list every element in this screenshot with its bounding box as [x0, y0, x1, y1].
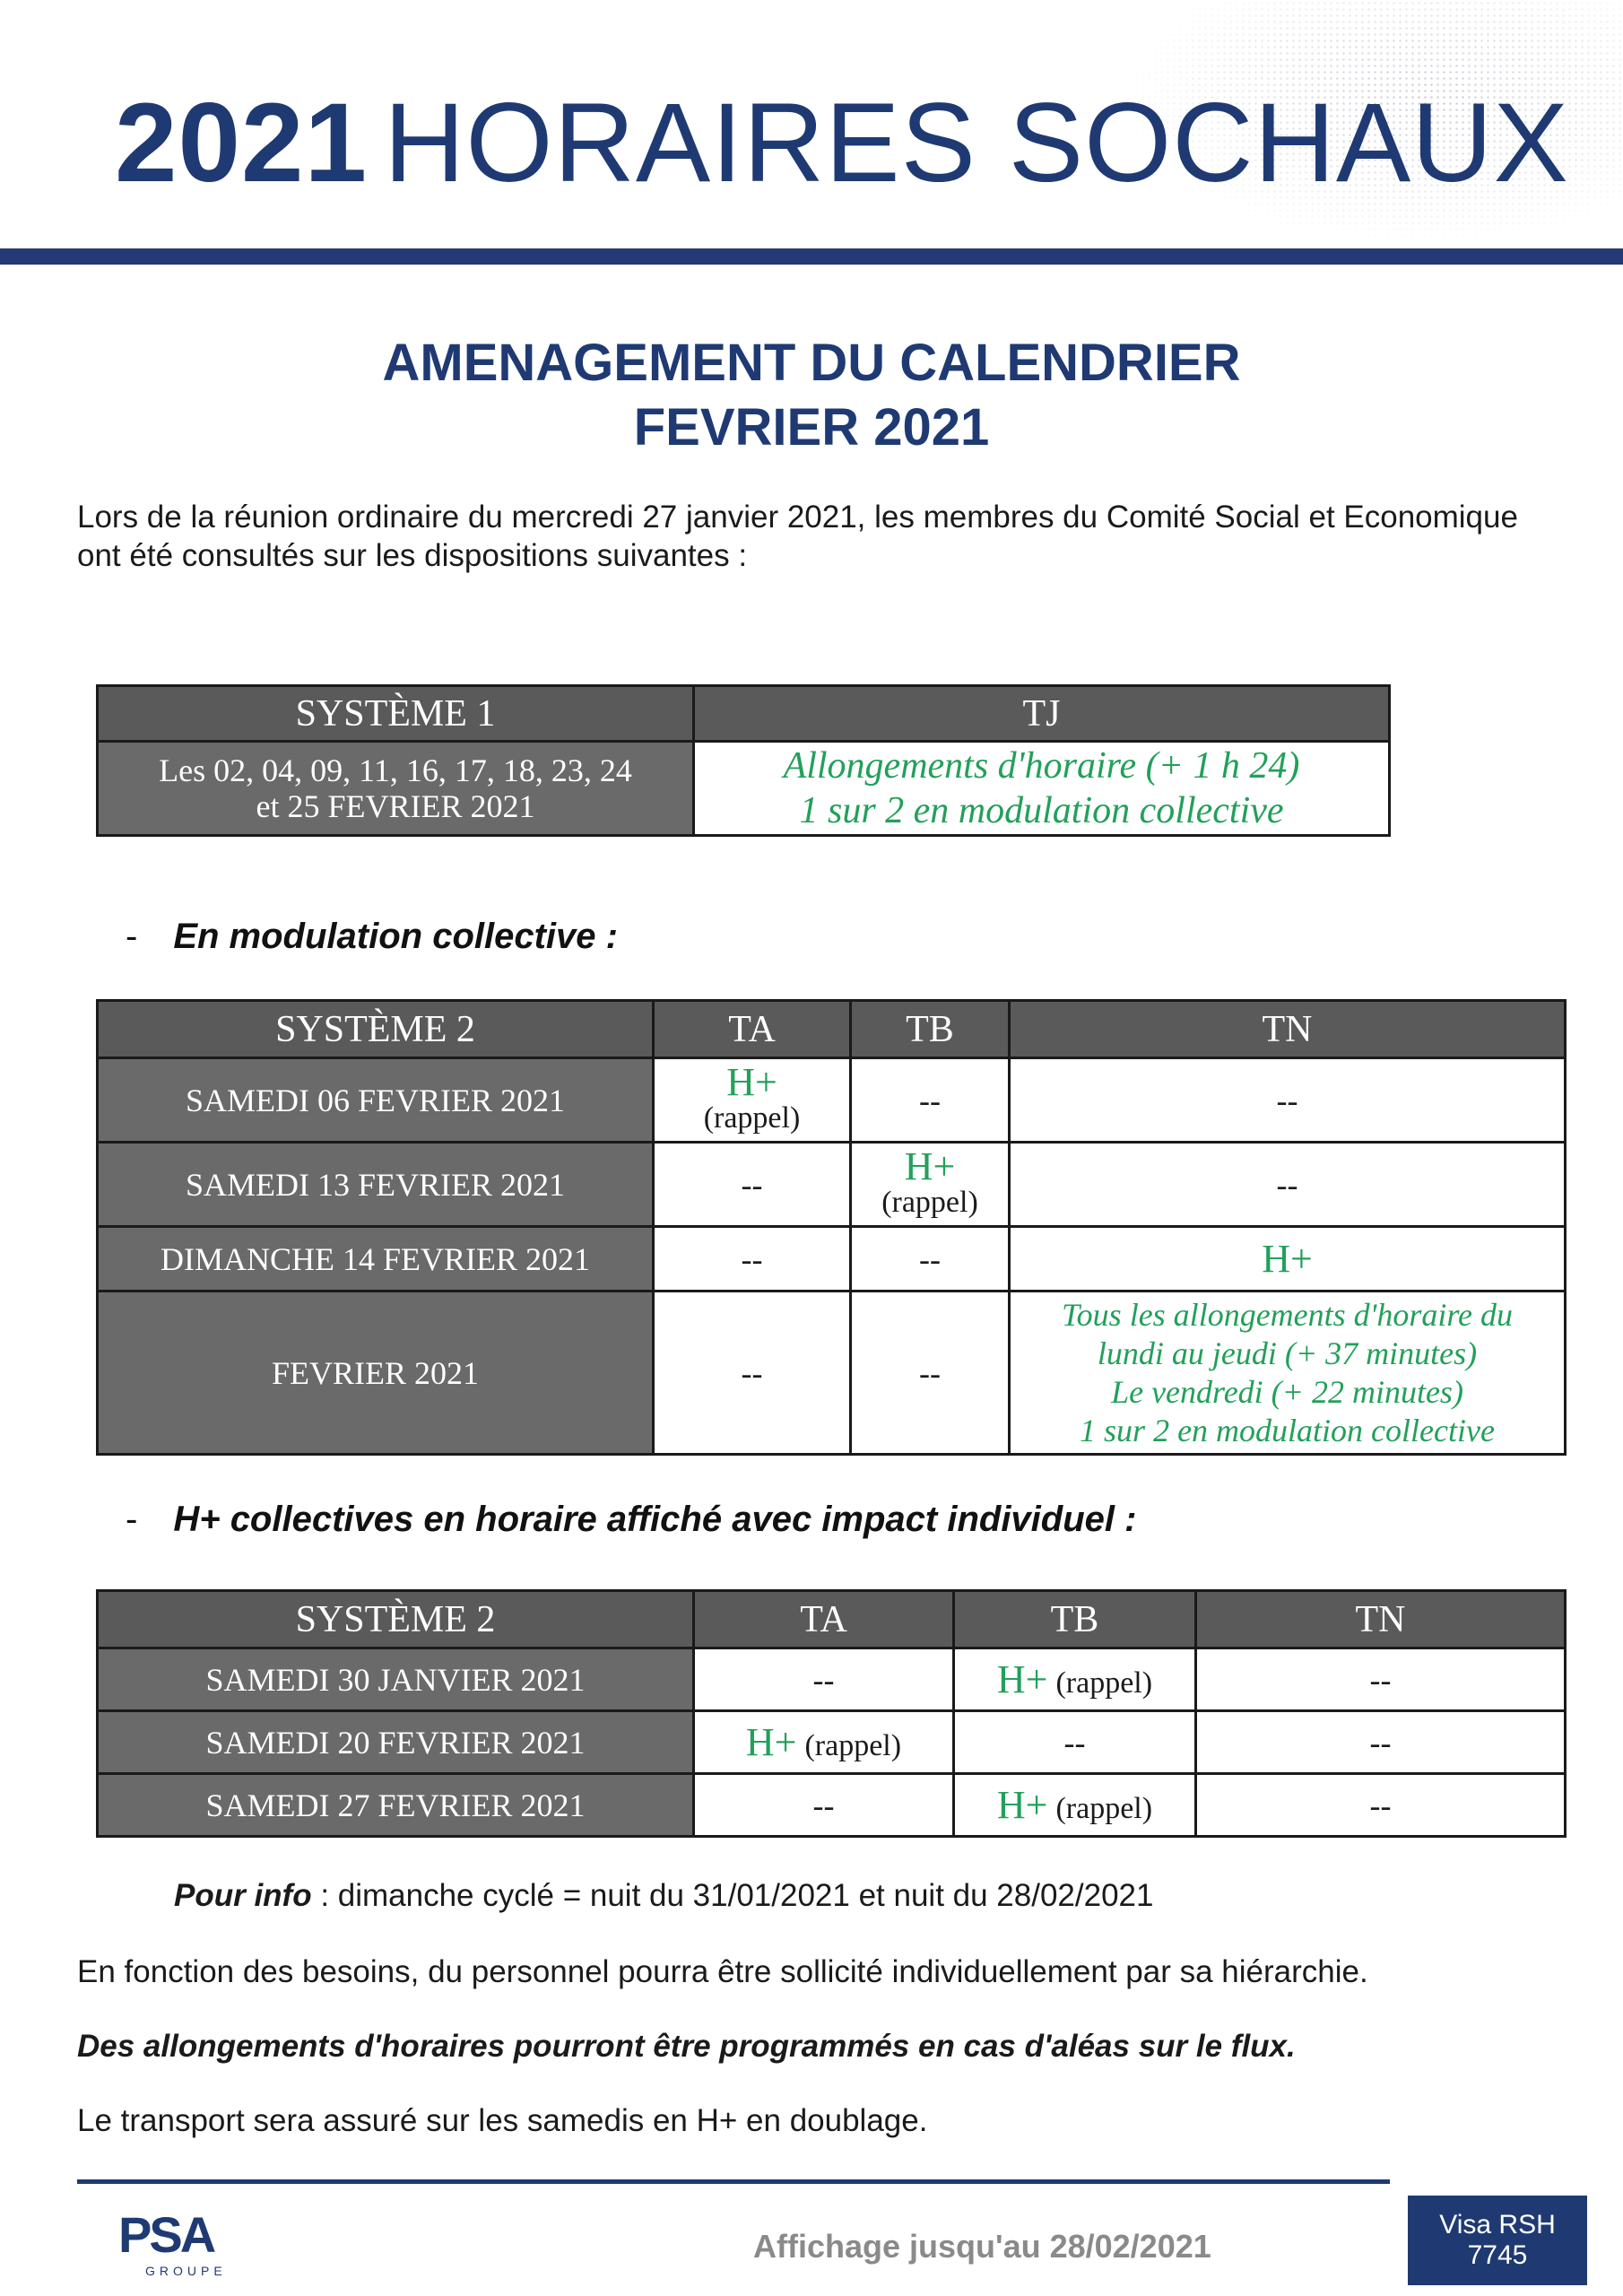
table3-cell-tb: -- — [954, 1711, 1196, 1774]
table3-cell-ta: -- — [694, 1648, 954, 1711]
table-row — [98, 1143, 1566, 1227]
table3-cell-tn: -- — [1196, 1774, 1566, 1837]
info-text: : dimanche cyclé = nuit du 31/01/2021 et nuit du 28/02/2021 — [311, 1878, 1154, 1913]
table2-cell-tb — [851, 1143, 1010, 1227]
header-title — [115, 81, 1569, 205]
table3-row-label: SAMEDI 20 FEVRIER 2021 — [98, 1711, 694, 1774]
table-systeme-2-modulation — [96, 999, 1567, 1456]
table1-value-line1: Allongements d'horaire (+ 1 h 24) — [783, 745, 1300, 787]
table1-row-label-line2: et 25 FEVRIER 2021 — [256, 788, 535, 824]
hplus-label: H+ — [726, 1059, 777, 1104]
table2-cell-tn — [1010, 1292, 1566, 1455]
header-rule — [0, 248, 1623, 265]
table2-cell-tn: -- — [1010, 1058, 1566, 1143]
footer-rule — [77, 2179, 1390, 2184]
transport-paragraph: Le transport sera assuré sur les samedis en H+ en doublage. — [77, 2103, 928, 2138]
tn-note-line: 1 sur 2 en modulation collective — [1080, 1412, 1495, 1448]
table-row — [98, 742, 1390, 836]
table2-row-label: DIMANCHE 14 FEVRIER 2021 — [98, 1227, 654, 1292]
table3-cell-tb — [954, 1648, 1196, 1711]
table2-cell-ta: -- — [654, 1143, 851, 1227]
table3-row-label: SAMEDI 27 FEVRIER 2021 — [98, 1774, 694, 1837]
table-row — [98, 1227, 1566, 1292]
table2-header-systeme: SYSTÈME 2 — [98, 1001, 654, 1058]
table3-row-label: SAMEDI 30 JANVIER 2021 — [98, 1648, 694, 1711]
table2-header-tb: TB — [851, 1001, 1010, 1058]
table-systeme-1 — [96, 684, 1391, 837]
psa-logo — [118, 2208, 253, 2280]
rappel-note: (rappel) — [804, 1729, 902, 1762]
visa-number: 7745 — [1467, 2240, 1528, 2270]
table-systeme-2-hplus — [96, 1589, 1567, 1838]
document-subtitle: FEVRIER 2021 — [633, 398, 990, 457]
table3-header-ta: TA — [694, 1591, 954, 1648]
table2-cell-ta — [654, 1058, 851, 1143]
affichage-date: Affichage jusqu'au 28/02/2021 — [753, 2228, 1211, 2265]
table3-cell-tn: -- — [1196, 1711, 1566, 1774]
table2-cell-ta: -- — [654, 1292, 851, 1455]
table2-cell-ta: -- — [654, 1227, 851, 1292]
table-row — [98, 1774, 1566, 1837]
table3-header-tn: TN — [1196, 1591, 1566, 1648]
table1-row-label — [98, 742, 694, 836]
table2-header-tn: TN — [1010, 1001, 1566, 1058]
table-row — [98, 1292, 1566, 1455]
hplus-label: H+ — [996, 1657, 1048, 1701]
rappel-note: (rappel) — [703, 1100, 801, 1135]
rappel-note: (rappel) — [881, 1185, 978, 1219]
hplus-label: H+ — [1262, 1237, 1313, 1281]
table1-value-line2: 1 sur 2 en modulation collective — [799, 790, 1284, 831]
table2-row-label: SAMEDI 13 FEVRIER 2021 — [98, 1143, 654, 1227]
table2-cell-tb: -- — [851, 1292, 1010, 1455]
table1-header-tj: TJ — [694, 686, 1390, 742]
info-label: Pour info — [174, 1878, 312, 1913]
tn-note-line: Le vendredi (+ 22 minutes) — [1111, 1373, 1463, 1410]
besoins-paragraph: En fonction des besoins, du personnel pourra être sollicité individuellement par sa hiérarchie. — [77, 1954, 1368, 1989]
logo-text: PSA — [118, 2206, 214, 2263]
visa-rsh-box — [1408, 2196, 1587, 2285]
allongements-paragraph: Des allongements d'horaires pourront être programmés en cas d'aléas sur le flux. — [77, 2029, 1296, 2064]
bullet-dash: - — [126, 1500, 138, 1539]
table2-row-label: SAMEDI 06 FEVRIER 2021 — [98, 1058, 654, 1143]
table2-cell-tb: -- — [851, 1227, 1010, 1292]
document-title: AMENAGEMENT DU CALENDRIER — [382, 334, 1241, 392]
bullet-dash: - — [126, 917, 138, 956]
header-title-text: HORAIRES SOCHAUX — [384, 81, 1569, 205]
table3-cell-tn: -- — [1196, 1648, 1566, 1711]
table1-value — [694, 742, 1390, 836]
table2-cell-tn — [1010, 1227, 1566, 1292]
visa-label: Visa RSH — [1439, 2210, 1556, 2239]
table2-cell-tn: -- — [1010, 1143, 1566, 1227]
tn-note-line: lundi au jeudi (+ 37 minutes) — [1097, 1335, 1478, 1371]
table2-cell-tb: -- — [851, 1058, 1010, 1143]
rappel-note: (rappel) — [1055, 1666, 1153, 1700]
table1-row-label-line1: Les 02, 04, 09, 11, 16, 17, 18, 23, 24 — [159, 752, 632, 788]
table2-row-label: FEVRIER 2021 — [98, 1292, 654, 1455]
page-header — [0, 0, 1623, 265]
intro-paragraph: Lors de la réunion ordinaire du mercredi 27 janvier 2021, les membres du Comité Social et Economique ont été consultés sur les dispositions suivantes : — [77, 500, 1518, 573]
section-label: En modulation collective : — [173, 917, 618, 956]
hplus-label: H+ — [745, 1720, 797, 1764]
logo-subtitle: GROUPE — [145, 2264, 227, 2278]
tn-note-line: Tous les allongements d'horaire du — [1061, 1296, 1514, 1333]
table3-cell-ta: -- — [694, 1774, 954, 1837]
rappel-note: (rappel) — [1055, 1792, 1153, 1825]
table3-header-systeme: SYSTÈME 2 — [98, 1591, 694, 1648]
hplus-label: H+ — [996, 1783, 1048, 1827]
section-modulation-collective — [126, 917, 618, 957]
table1-header-systeme: SYSTÈME 1 — [98, 686, 694, 742]
table3-cell-tb — [954, 1774, 1196, 1837]
hplus-label: H+ — [904, 1144, 956, 1188]
table-row — [98, 1058, 1566, 1143]
header-year: 2021 — [115, 81, 369, 205]
table3-header-tb: TB — [954, 1591, 1196, 1648]
info-line — [174, 1876, 1623, 1915]
table3-cell-ta — [694, 1711, 954, 1774]
section-hplus-collectives — [126, 1500, 1136, 1540]
section-label: H+ collectives en horaire affiché avec impact individuel : — [173, 1500, 1137, 1539]
table-row — [98, 1648, 1566, 1711]
table2-header-ta: TA — [654, 1001, 851, 1058]
table-row — [98, 1711, 1566, 1774]
